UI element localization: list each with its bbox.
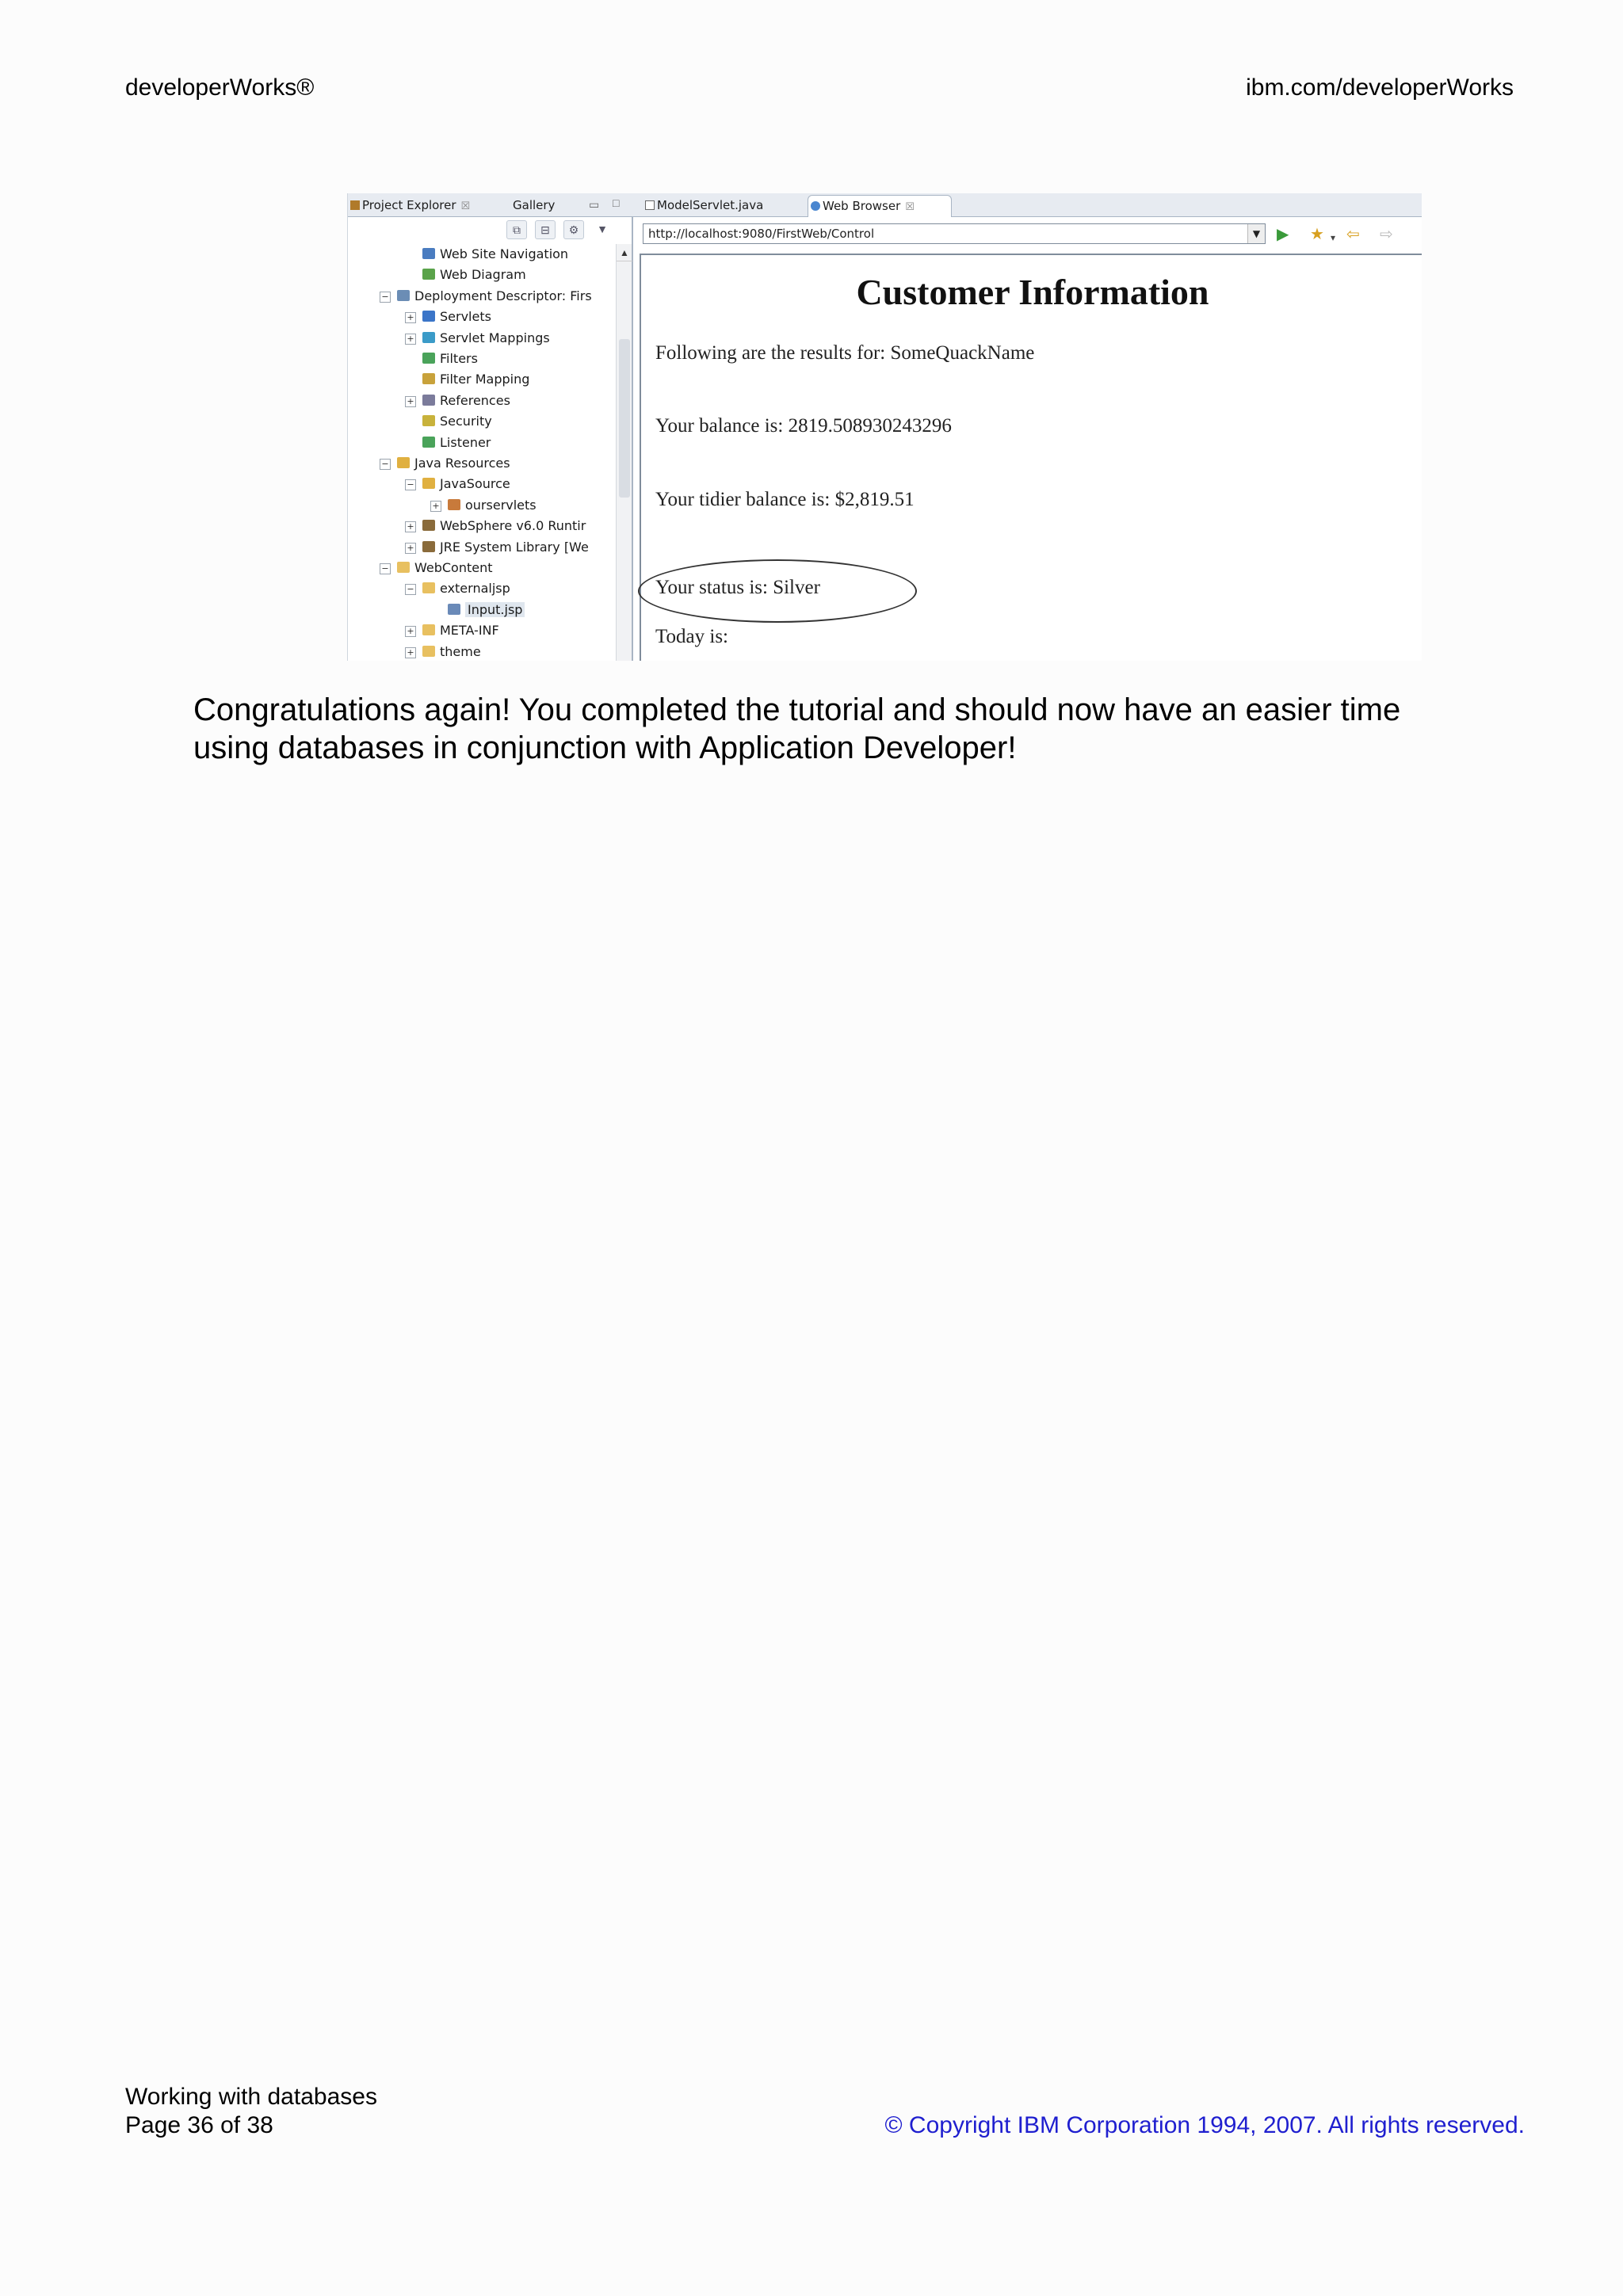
favorites-icon[interactable]: ★ bbox=[1310, 226, 1324, 243]
collapse-icon[interactable]: − bbox=[380, 292, 391, 303]
ide-screenshot-figure bbox=[347, 193, 1422, 661]
tree-item[interactable] bbox=[405, 578, 510, 599]
status-line: Your status is: Silver bbox=[655, 577, 820, 598]
date-line: Today is: bbox=[655, 626, 728, 647]
expand-icon[interactable]: + bbox=[405, 312, 416, 323]
tab-web-browser[interactable] bbox=[808, 195, 952, 217]
tree-item[interactable] bbox=[405, 369, 529, 390]
tree-item[interactable] bbox=[430, 495, 537, 516]
globe-icon bbox=[811, 201, 820, 211]
explorer-scrollbar[interactable] bbox=[616, 244, 632, 661]
view-menu-icon[interactable]: ▼ bbox=[597, 223, 608, 235]
folder-icon bbox=[422, 646, 435, 657]
collapse-icon[interactable]: − bbox=[380, 459, 391, 470]
tree-item[interactable] bbox=[405, 391, 510, 411]
tree-item[interactable] bbox=[380, 453, 510, 474]
tree-item-label: Deployment Descriptor: Firs bbox=[414, 288, 592, 303]
footer-page-number: Page 36 of 38 bbox=[125, 2112, 273, 2138]
highlight-oval bbox=[638, 559, 917, 623]
tab-gallery[interactable] bbox=[506, 195, 578, 217]
folder-icon bbox=[397, 562, 410, 573]
link-with-editor-icon[interactable]: ⧉ bbox=[506, 220, 527, 239]
web-browser-panel bbox=[635, 217, 1422, 661]
tree-item-label: Filters bbox=[440, 351, 478, 366]
close-icon[interactable]: ☒ bbox=[905, 201, 915, 213]
listener-icon bbox=[422, 437, 435, 448]
header-site-link[interactable]: ibm.com/developerWorks bbox=[1246, 74, 1514, 101]
footer-copyright-link[interactable]: © Copyright IBM Corporation 1994, 2007. All rights reserved. bbox=[884, 2112, 1525, 2138]
servlets-icon bbox=[422, 311, 435, 322]
library-icon bbox=[422, 541, 435, 552]
tree-item[interactable] bbox=[405, 265, 526, 285]
tree-item-label: Input.jsp bbox=[465, 602, 525, 617]
tree-item-label: Listener bbox=[440, 434, 491, 450]
tree-item-label: JRE System Library [We bbox=[440, 539, 589, 555]
tab-model-servlet[interactable] bbox=[643, 195, 777, 217]
java-source-folder-icon bbox=[422, 478, 435, 489]
servlet-mappings-icon bbox=[422, 332, 435, 343]
project-explorer-panel bbox=[348, 217, 633, 661]
body-paragraph: Congratulations again! You completed the tutorial and should now have an easier time using databases in conjunction with Application Developer! bbox=[193, 692, 1401, 765]
url-text: http://localhost:9080/FirstWeb/Control bbox=[648, 227, 875, 241]
tree-item-label: JavaSource bbox=[440, 476, 510, 492]
tree-item-label: ourservlets bbox=[465, 497, 537, 513]
url-field[interactable] bbox=[643, 223, 1266, 244]
tree-item-label: Servlet Mappings bbox=[440, 330, 550, 345]
collapse-icon[interactable]: − bbox=[405, 584, 416, 595]
tab-project-explorer[interactable] bbox=[348, 195, 498, 217]
go-icon[interactable]: ▶ bbox=[1277, 226, 1289, 243]
maximize-icon[interactable]: □ bbox=[613, 196, 620, 209]
scroll-thumb[interactable] bbox=[619, 339, 630, 498]
footer-title: Working with databases bbox=[125, 2084, 377, 2110]
references-icon bbox=[422, 395, 435, 406]
tree-item-label: WebSphere v6.0 Runtir bbox=[440, 518, 586, 534]
jsp-file-icon bbox=[448, 604, 460, 615]
tree-item-label: Servlets bbox=[440, 309, 491, 325]
web-diagram-icon bbox=[422, 269, 435, 280]
tree-item-label: Web Site Navigation bbox=[440, 246, 569, 261]
favorites-dropdown-icon[interactable]: ▾ bbox=[1331, 232, 1336, 243]
tree-item[interactable] bbox=[405, 307, 491, 327]
expand-icon[interactable]: + bbox=[405, 396, 416, 407]
tree-item[interactable] bbox=[405, 474, 510, 494]
filter-icon[interactable]: ⚙ bbox=[563, 220, 584, 239]
tidier-balance-line: Your tidier balance is: $2,819.51 bbox=[655, 489, 915, 510]
forward-icon[interactable]: ⇨ bbox=[1380, 226, 1393, 243]
tab-label: Project Explorer bbox=[362, 198, 456, 212]
balance-line: Your balance is: 2819.508930243296 bbox=[655, 415, 952, 437]
collapse-all-icon[interactable]: ⊟ bbox=[535, 220, 556, 239]
web-site-navigation-icon bbox=[422, 248, 435, 259]
tree-item-label: WebContent bbox=[414, 560, 493, 575]
tree-item-label: META-INF bbox=[440, 623, 499, 639]
browser-content bbox=[640, 254, 1422, 661]
collapse-icon[interactable]: − bbox=[380, 563, 391, 574]
tree-item[interactable] bbox=[405, 328, 550, 349]
tree-item-label: Security bbox=[440, 414, 492, 429]
tree-item[interactable] bbox=[405, 516, 586, 536]
expand-icon[interactable]: + bbox=[405, 521, 416, 532]
tree-item[interactable] bbox=[380, 286, 592, 307]
filters-icon bbox=[422, 353, 435, 364]
tab-label: ModelServlet.java bbox=[657, 198, 764, 212]
deployment-descriptor-icon bbox=[397, 290, 410, 301]
tree-item[interactable] bbox=[405, 537, 589, 558]
expand-icon[interactable]: + bbox=[405, 626, 416, 637]
java-file-icon bbox=[645, 200, 655, 210]
library-icon bbox=[422, 520, 435, 531]
tree-item[interactable] bbox=[430, 600, 525, 620]
expand-icon[interactable]: + bbox=[405, 647, 416, 658]
page-title: Customer Information bbox=[856, 272, 1209, 312]
expand-icon[interactable]: + bbox=[405, 543, 416, 554]
tree-item[interactable] bbox=[405, 620, 499, 641]
tree-item[interactable] bbox=[405, 411, 492, 432]
tab-label: Web Browser bbox=[823, 199, 901, 213]
folder-icon bbox=[422, 582, 435, 593]
tree-item[interactable] bbox=[380, 558, 493, 578]
tree-item-label: References bbox=[440, 392, 510, 408]
expand-icon[interactable]: + bbox=[430, 501, 441, 512]
tree-item-label: externaljsp bbox=[440, 581, 510, 597]
tree-item[interactable] bbox=[405, 433, 491, 453]
security-icon bbox=[422, 415, 435, 426]
tree-item-label: theme bbox=[440, 643, 481, 659]
close-icon[interactable]: ☒ bbox=[460, 200, 471, 212]
back-icon[interactable]: ⇦ bbox=[1346, 226, 1360, 243]
package-icon bbox=[448, 499, 460, 510]
filter-mapping-icon bbox=[422, 373, 435, 384]
chevron-down-icon[interactable]: ▼ bbox=[1247, 224, 1265, 243]
minimize-icon[interactable]: ▭ bbox=[589, 198, 600, 211]
scroll-up-icon[interactable]: ▲ bbox=[617, 244, 632, 261]
java-resources-icon bbox=[397, 457, 410, 468]
results-line: Following are the results for: SomeQuackName bbox=[655, 342, 1035, 364]
expand-icon[interactable]: + bbox=[405, 334, 416, 345]
tab-label: Gallery bbox=[513, 198, 556, 212]
tree-item-label: Java Resources bbox=[414, 456, 510, 471]
header-brand: developerWorks® bbox=[125, 74, 315, 101]
explorer-toolbar bbox=[506, 220, 613, 241]
tree-item[interactable] bbox=[405, 244, 568, 265]
folder-icon bbox=[422, 624, 435, 635]
tree-item[interactable] bbox=[405, 349, 478, 369]
collapse-icon[interactable]: − bbox=[405, 479, 416, 490]
tree-item[interactable] bbox=[405, 642, 481, 661]
tree-item-label: Web Diagram bbox=[440, 267, 526, 283]
browser-toolbar bbox=[635, 220, 1422, 247]
tree-item-label: Filter Mapping bbox=[440, 372, 530, 387]
project-explorer-icon bbox=[350, 200, 360, 210]
tab-strip bbox=[348, 193, 1422, 217]
